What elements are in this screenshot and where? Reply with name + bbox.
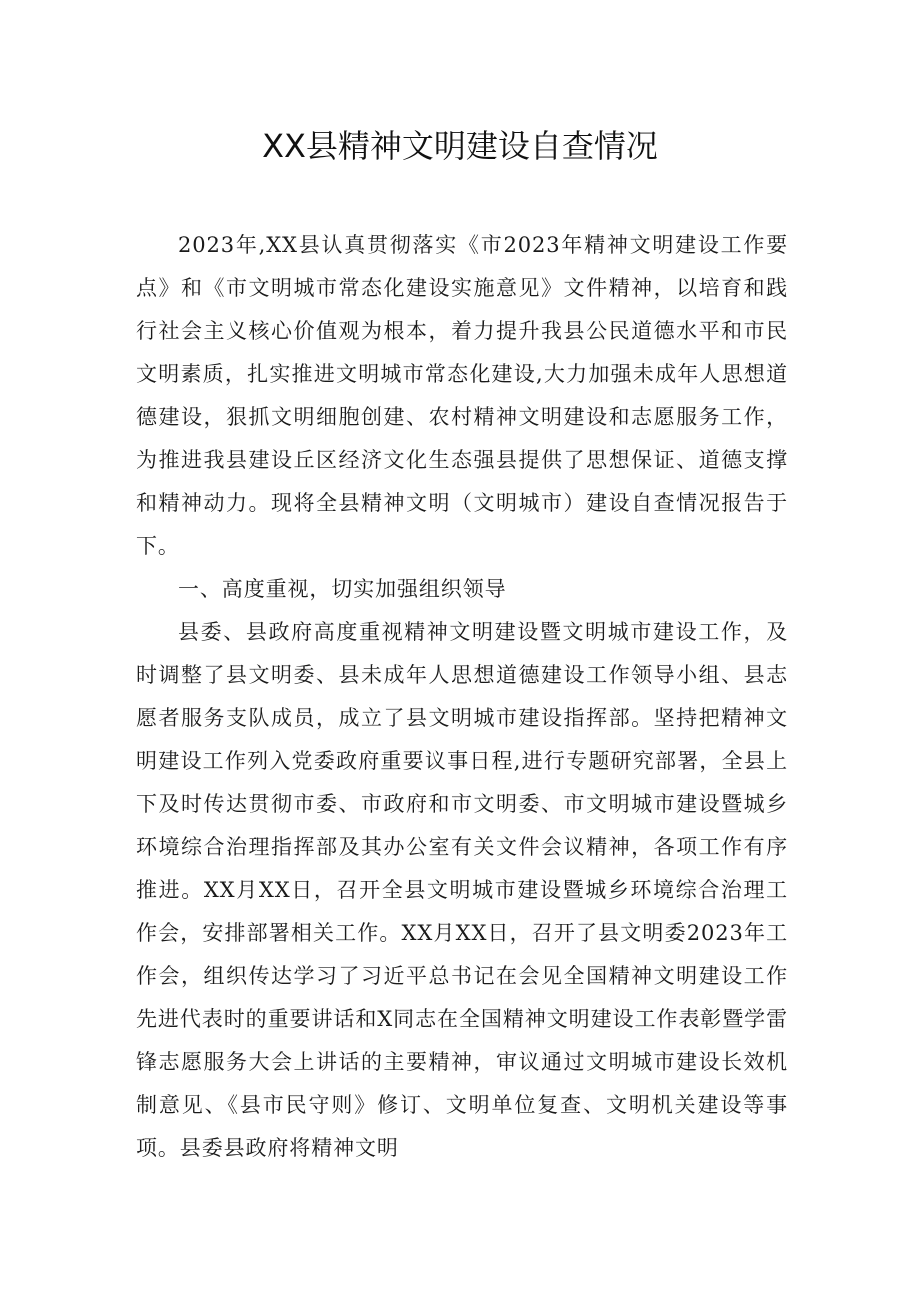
section-1-paragraph: 县委、县政府高度重视精神文明建设暨文明城市建设工作，及时调整了县文明委、县未成年人思想道德建设工作领导小组、县志愿者服务支队成员，成立了县文明城市建设指挥部。坚持把精神文明建设工作列入党委政府重要议事日程,进行专题研究部署，全县上下及时传达贯彻市委、市政府和市文明委、市文明城市建设暨城乡环境综合治理指挥部及其办公室有关文件会议精神，各项工作有序推进。XX月XX日，召开全县文明城市建设暨城乡环境综合治理工作会，安排部署相关工作。XX月XX日，召开了县文明委2023年工作会，组织传达学习了习近平总书记在会见全国精神文明建设工作先进代表时的重要讲话和X同志在全国精神文明建设工作表彰暨学雷锋志愿服务大会上讲话的主要精神，审议通过文明城市建设长效机制意见、《县市民守则》修订、文明单位复查、文明机关建设等事项。县委县政府将精神文明: [136, 620, 788, 1160]
intro-paragraph: 2023年,XX县认真贯彻落实《市2023年精神文明建设工作要点》和《市文明城市常态化建设实施意见》文件精神，以培育和践行社会主义核心价值观为根本，着力提升我县公民道德水平和市民文明素质，扎实推进文明城市常态化建设,大力加强未成年人思想道德建设，狠抓文明细胞创建、农村精神文明建设和志愿服务工作，为推进我县建设丘区经济文化生态强县提供了思想保证、道德支撑和精神动力。现将全县精神文明（文明城市）建设自查情况报告于下。: [136, 233, 788, 558]
section-heading-1: 一、高度重视，切实加强组织领导: [178, 577, 507, 601]
document-title: XX县精神文明建设自查情况: [262, 127, 658, 165]
document-body: [136, 224, 788, 1170]
